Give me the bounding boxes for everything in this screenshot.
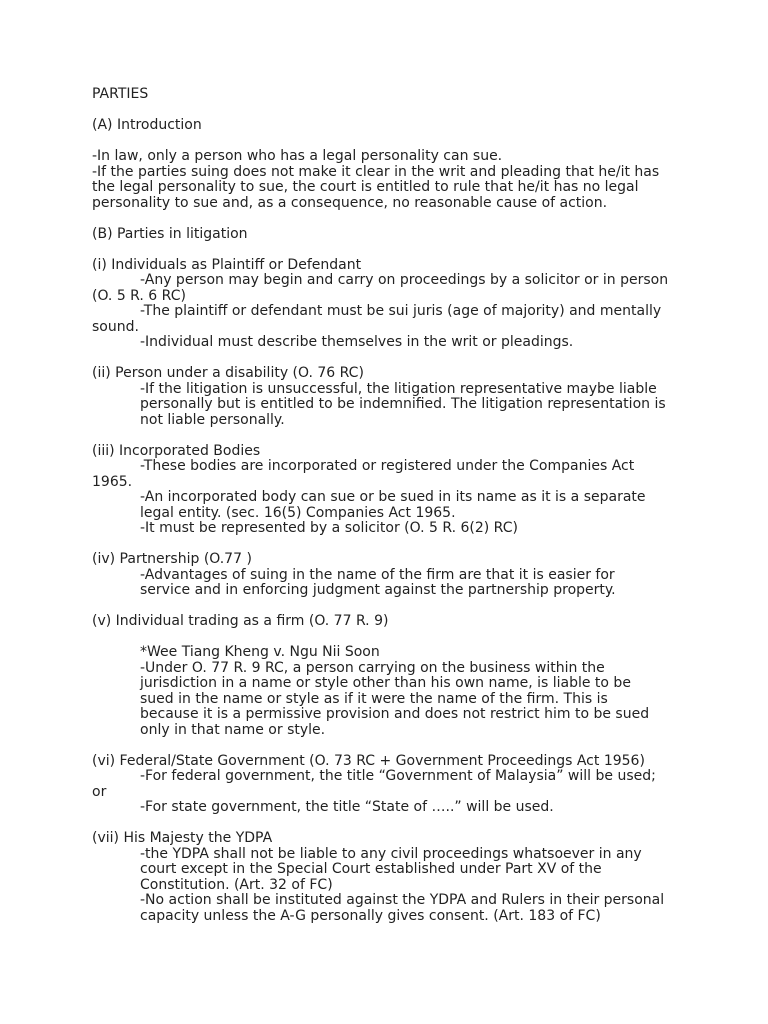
section-b-heading: (B) Parties in litigation [92,225,248,242]
paragraph-line: -These bodies are incorporated or registered under the Companies Act [140,458,635,474]
paragraph-line: court except in the Special Court established under Part XV of the [140,861,602,877]
paragraph-line: service and in enforcing judgment against the partnership property. [140,582,616,598]
paragraph-line: -If the parties suing does not make it clear in the writ and pleading that he/it has [92,163,660,180]
paragraph-line: -Advantages of suing in the name of the firm are that it is easier for [140,566,615,583]
paragraph-line: or [92,783,107,800]
paragraph-line: because it is a permissive provision and does not restrict him to be sued [140,706,650,722]
paragraph-line: personality to sue and, as a consequence, no reasonable cause of action. [92,194,608,211]
section-a-heading: (A) Introduction [92,117,202,133]
subsection-heading: (i) Individuals as Plaintiff or Defendant [92,256,362,273]
case-citation: *Wee Tiang Kheng v. Ngu Nii Soon [140,644,380,660]
paragraph-line: -the YDPA shall not be liable to any civil proceedings whatsoever in any [140,845,642,862]
paragraph-line: sound. [92,318,139,335]
document-page [92,87,682,924]
subsection-heading: (vi) Federal/State Government (O. 73 RC + Government Proceedings Act 1956) [92,752,645,769]
paragraph-line: Constitution. (Art. 32 of FC) [140,876,333,893]
paragraph-line: -Individual must describe themselves in the writ or pleadings. [140,334,574,350]
paragraph-line: -For federal government, the title “Government of Malaysia” will be used; [140,768,656,784]
paragraph-line: jurisdiction in a name or style other than his own name, is liable to be [140,675,631,691]
subsection-heading: (vii) His Majesty the YDPA [92,830,273,846]
paragraph-line: -Under O. 77 R. 9 RC, a person carrying on the business within the [140,659,605,676]
paragraph-line: -If the litigation is unsuccessful, the litigation representative maybe liable [140,380,657,397]
paragraph-line: capacity unless the A-G personally gives consent. (Art. 183 of FC) [140,907,601,924]
paragraph-line: sued in the name or style as if it were the name of the firm. This is [140,690,608,707]
paragraph-line: -No action shall be instituted against the YDPA and Rulers in their personal [140,892,665,908]
paragraph-line: -An incorporated body can sue or be sued in its name as it is a separate [140,489,646,505]
paragraph-line: -It must be represented by a solicitor (O. 5 R. 6(2) RC) [140,520,518,536]
paragraph-line: -The plaintiff or defendant must be sui juris (age of majority) and mentally [140,303,662,319]
subsection-heading: (v) Individual trading as a firm (O. 77 R. 9) [92,613,389,629]
paragraph-line: personally but is entitled to be indemnified. The litigation representation is [140,396,666,412]
paragraph-line: 1965. [92,473,133,490]
paragraph-line: -Any person may begin and carry on proceedings by a solicitor or in person [140,272,669,288]
paragraph-line: only in that name or style. [140,721,326,738]
paragraph-line: -In law, only a person who has a legal personality can sue. [92,148,503,164]
paragraph-line: the legal personality to sue, the court is entitled to rule that he/it has no legal [92,179,639,195]
paragraph-line: not liable personally. [140,411,285,428]
paragraph-line: (O. 5 R. 6 RC) [92,287,186,304]
subsection-heading: (iii) Incorporated Bodies [92,442,261,459]
document-title: PARTIES [92,86,149,102]
subsection-heading: (ii) Person under a disability (O. 76 RC) [92,365,364,381]
paragraph-line: -For state government, the title “State of …..” will be used. [140,799,554,815]
paragraph-line: legal entity. (sec. 16(5) Companies Act 1965. [140,504,456,521]
subsection-heading: (iv) Partnership (O.77 ) [92,551,252,567]
